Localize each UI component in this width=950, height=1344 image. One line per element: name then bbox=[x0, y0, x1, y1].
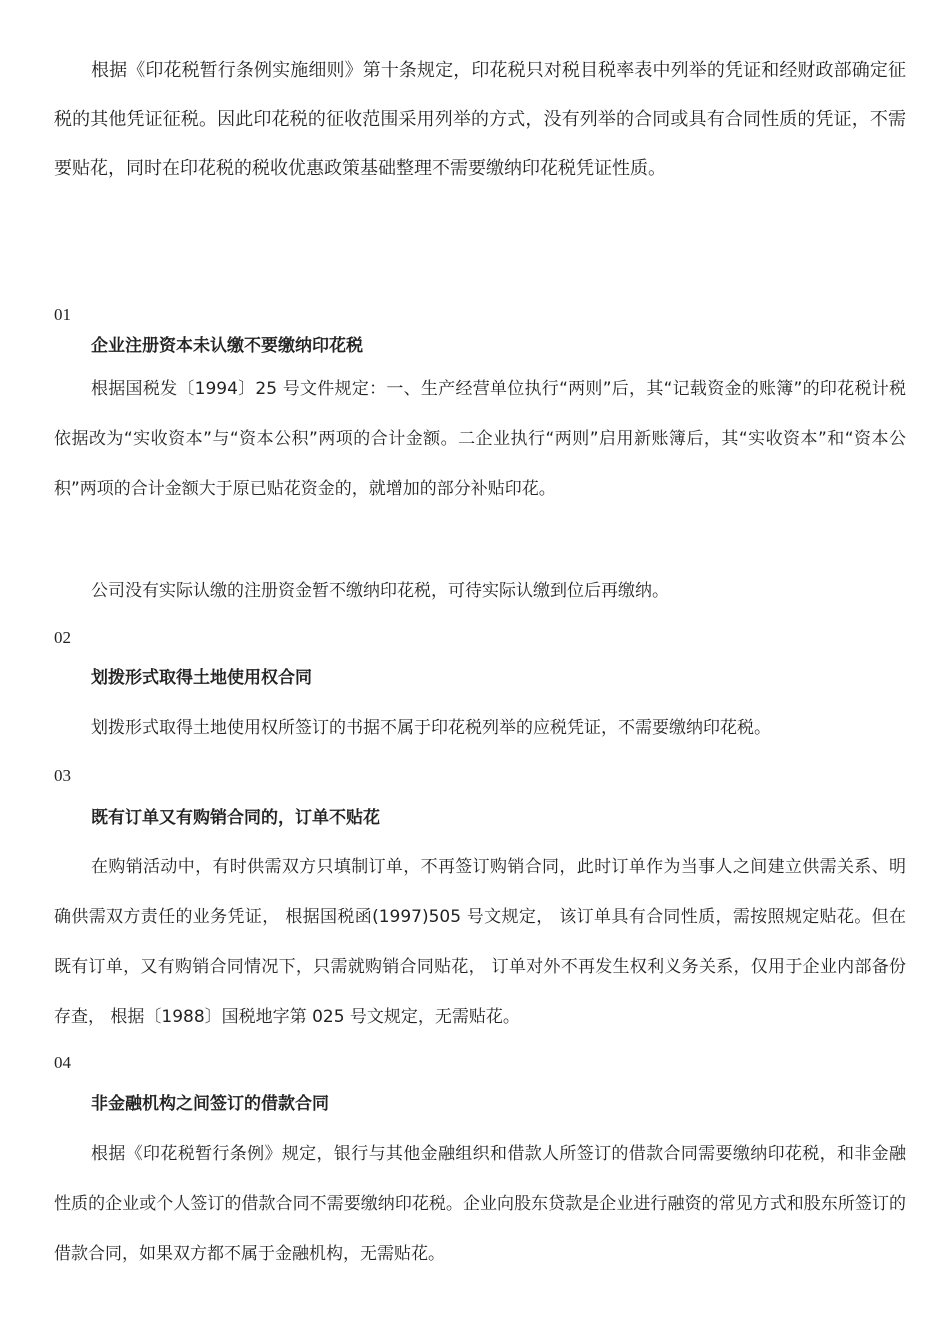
section-number: 04 bbox=[54, 1053, 71, 1072]
section-heading: 既有订单又有购销合同的，订单不贴花 bbox=[91, 808, 380, 828]
section-paragraph: 划拨形式取得土地使用权所签订的书据不属于印花税列举的应税凭证，不需要缴纳印花税。 bbox=[91, 718, 771, 738]
section-heading: 非金融机构之间签订的借款合同 bbox=[91, 1094, 329, 1114]
section-number: 03 bbox=[54, 766, 71, 785]
section-number: 02 bbox=[54, 628, 71, 647]
section-paragraph: 根据《印花税暂行条例》规定，银行与其他金融组织和借款人所签订的借款合同需要缴纳印花税，和非金融性质的企业或个人签订的借款合同不需要缴纳印花税。企业向股东贷款是企业进行融资的常见方式和股东所签订的借款合同，如果双方都不属于金融机构，无需贴花。 bbox=[54, 1144, 906, 1264]
section-heading: 企业注册资本未认缴不要缴纳印花税 bbox=[91, 336, 363, 356]
intro-paragraph: 根据《印花税暂行条例实施细则》第十条规定，印花税只对税目税率表中列举的凭证和经财政部确定征税的其他凭证征税。因此印花税的征收范围采用列举的方式，没有列举的合同或具有合同性质的凭证，不需要贴花，同时在印花税的税收优惠政策基础整理不需要缴纳印花税凭证性质。 bbox=[54, 60, 906, 179]
section-paragraph: 在购销活动中，有时供需双方只填制订单，不再签订购销合同，此时订单作为当事人之间建立供需关系、明确供需双方责任的业务凭证， 根据国税函(1997)505 号文规定， 该订单具有合同性质，需按照规定贴花。但在既有订单，又有购销合同情况下，只需就购销合同贴花， 订单对外不再发生权利义务关系，仅用于企业内部备份存查， 根据〔1988〕国税地字第 025 号文规定，无需贴花。 bbox=[54, 857, 906, 1027]
section-paragraph: 根据国税发〔1994〕25 号文件规定：一、生产经营单位执行“两则”后，其“记载资金的账簿”的印花税计税依据改为“实收资本”与“资本公积”两项的合计金额。二企业执行“两则”启用新账簿后，其“实收资本”和“资本公积”两项的合计金额大于原已贴花资金的，就增加的部分补贴印花。 bbox=[54, 379, 906, 499]
section-paragraph: 公司没有实际认缴的注册资金暂不缴纳印花税，可待实际认缴到位后再缴纳。 bbox=[91, 581, 669, 601]
section-heading: 划拨形式取得土地使用权合同 bbox=[91, 668, 312, 688]
section-number: 01 bbox=[54, 305, 71, 324]
